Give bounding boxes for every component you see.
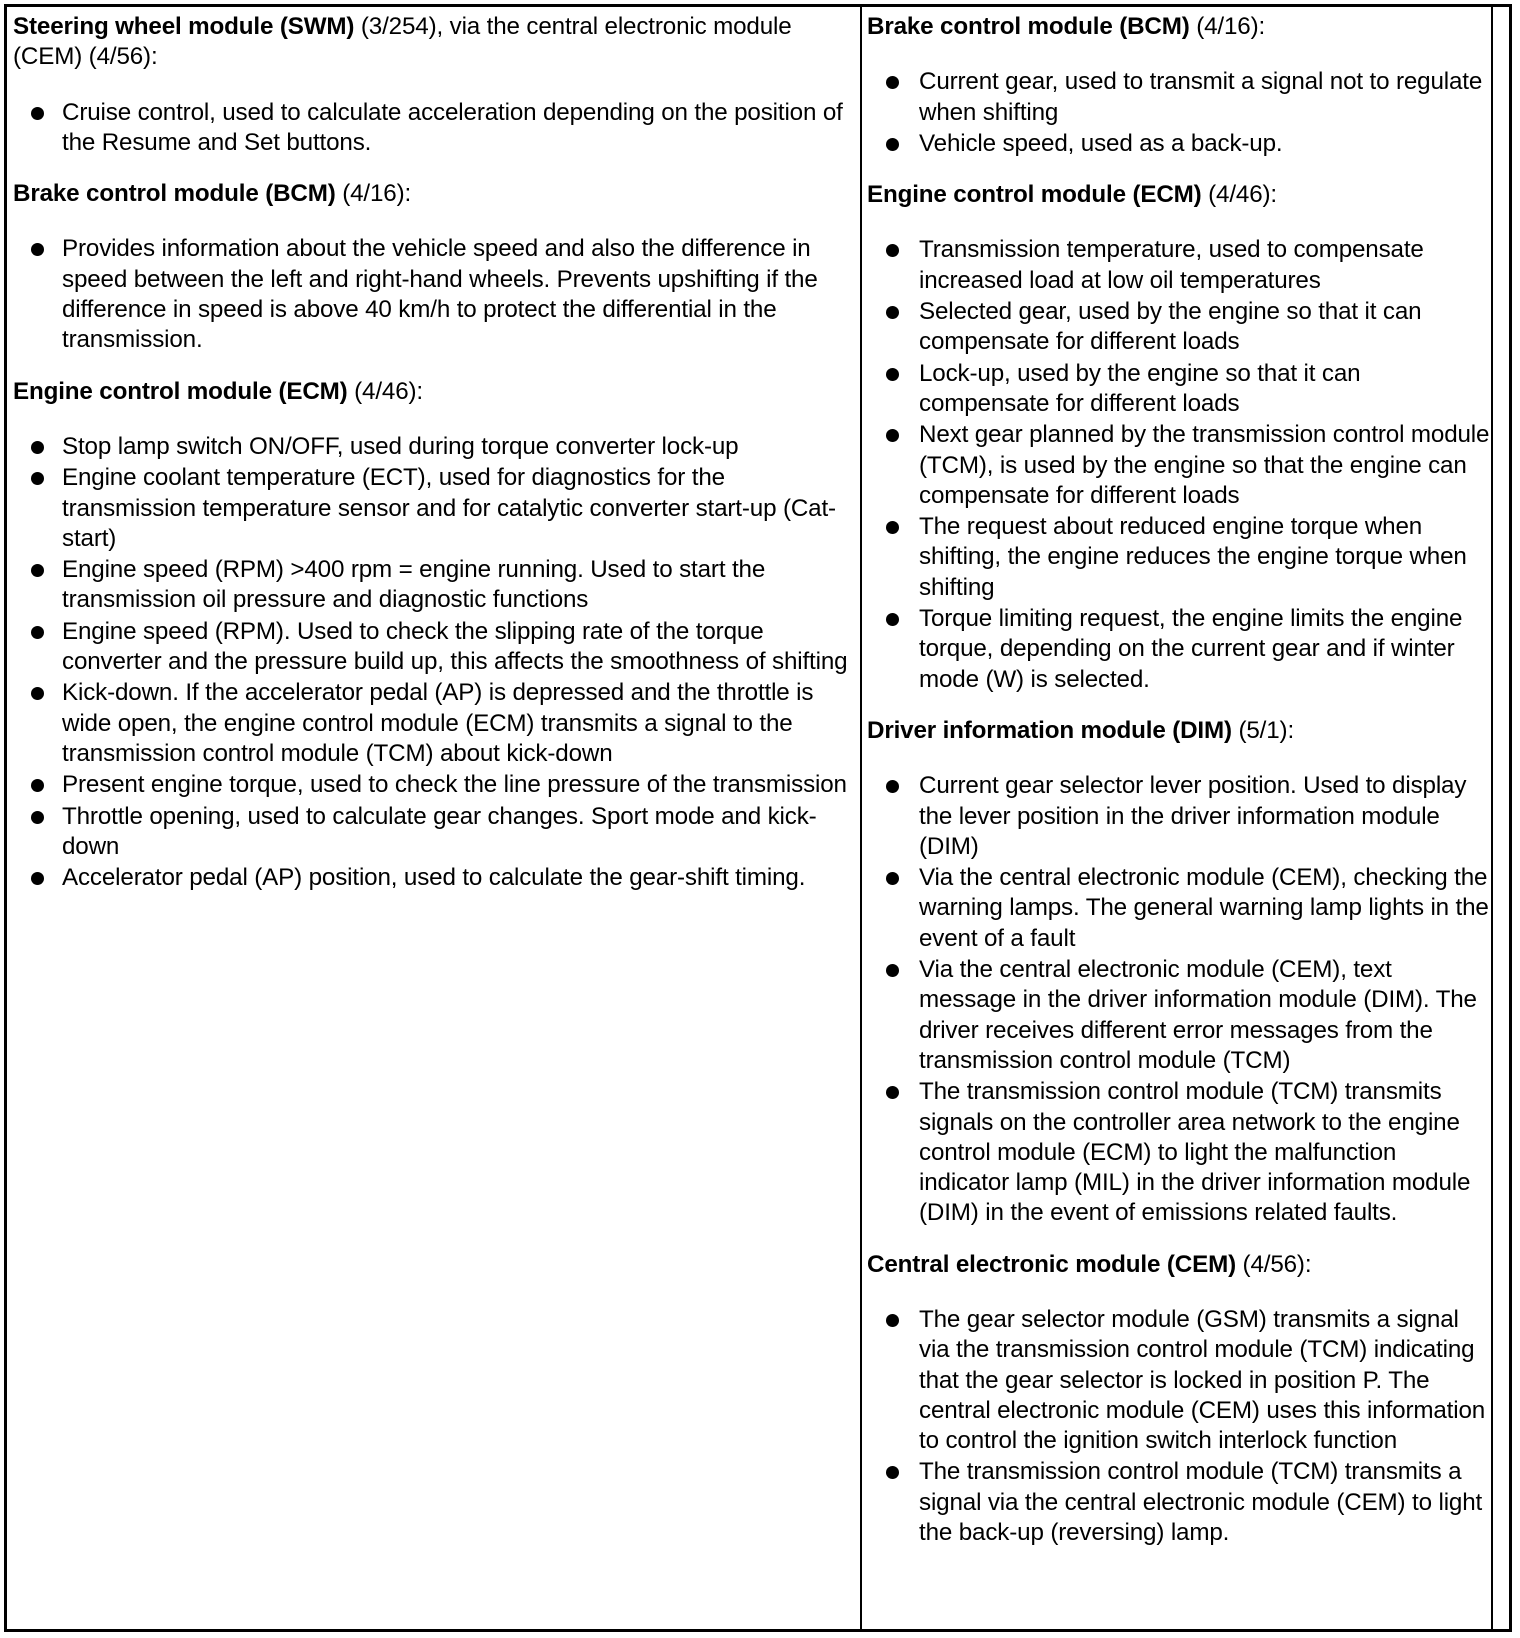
list-item-text: Present engine torque, used to check the line pressure of the transmission (62, 771, 847, 799)
list-item (864, 771, 1490, 862)
bullet-icon (886, 306, 899, 319)
section-heading (864, 716, 1490, 746)
heading-module-name: Brake control module (BCM) (13, 180, 336, 208)
list-item-text: Next gear planned by the transmission control module (TCM), is used by the engine so that the engine can compensate for different loads (919, 421, 1490, 509)
list-item-text: Torque limiting request, the engine limits the engine torque, depending on the current gear and if winter mode (W) is selected. (919, 605, 1463, 693)
bullet-list (8, 98, 860, 159)
list-item (8, 617, 860, 678)
section-brake-control-module (864, 12, 1490, 159)
heading-module-name: Steering wheel module (SWM) (13, 13, 355, 40)
heading-reference: (4/16): (335, 180, 412, 208)
bullet-icon (31, 687, 44, 700)
list-item-text: Via the central electronic module (CEM), checking the warning lamps. The general warning lamp lights in the event of a fault (919, 864, 1489, 952)
heading-reference: (3/254), via the central electronic module (CEM) (4/56): (13, 13, 792, 71)
bullet-icon (886, 76, 899, 89)
list-item (8, 770, 860, 800)
bullet-icon (886, 1086, 899, 1099)
list-item (864, 359, 1490, 420)
list-item (8, 863, 860, 893)
list-item-text: Engine coolant temperature (ECT), used for diagnostics for the transmission temperature sensor and for catalytic converter start-up (Cat-start) (62, 464, 836, 552)
heading-module-name: Engine control module (ECM) (13, 377, 348, 405)
section-driver-information-module (864, 716, 1490, 1229)
bullet-list (8, 234, 860, 355)
bullet-icon (886, 780, 899, 793)
heading-reference: (4/16): (1189, 13, 1266, 40)
list-item (864, 67, 1490, 128)
heading-reference: (4/46): (1201, 181, 1278, 209)
list-item-text: Cruise control, used to calculate acceleration depending on the position of the Resume and Set buttons. (62, 98, 843, 156)
bullet-list (864, 67, 1490, 159)
heading-module-name: Driver information module (DIM) (867, 716, 1232, 744)
section-heading (864, 12, 1490, 42)
column-divider (860, 4, 862, 1632)
right-column (864, 4, 1490, 1549)
bullet-icon (886, 1314, 899, 1327)
list-item (864, 512, 1490, 603)
list-item-text: Throttle opening, used to calculate gear changes. Sport mode and kick-down (62, 802, 817, 860)
bullet-icon (31, 626, 44, 639)
section-steering-wheel-module (8, 12, 860, 158)
bullet-icon (886, 1466, 899, 1479)
list-item (8, 463, 860, 554)
bullet-icon (31, 872, 44, 885)
list-item-text: Engine speed (RPM). Used to check the slipping rate of the torque converter and the pressure build up, this affects the smoothness of shifting (62, 617, 848, 676)
heading-module-name: Central electronic module (CEM) (867, 1250, 1236, 1278)
column-divider-right-margin (1491, 4, 1493, 1632)
list-item (864, 604, 1490, 695)
list-item-text: Current gear, used to transmit a signal not to regulate when shifting (919, 68, 1483, 126)
bullet-icon (31, 779, 44, 792)
list-item-text: Via the central electronic module (CEM), text message in the driver information module (DIM). The driver receives different error messages from the transmission control module (TCM) (919, 956, 1477, 1074)
left-column (8, 4, 860, 894)
list-item-text: The request about reduced engine torque when shifting, the engine reduces the engine torque when shifting (919, 513, 1467, 601)
bullet-icon (886, 964, 899, 977)
list-item (8, 555, 860, 616)
list-item (8, 98, 860, 159)
bullet-icon (886, 429, 899, 442)
section-central-electronic-module (864, 1250, 1490, 1549)
list-item (864, 420, 1490, 511)
list-item-text: Transmission temperature, used to compensate increased load at low oil temperatures (919, 236, 1424, 294)
list-item (864, 297, 1490, 358)
section-engine-control-module (8, 377, 860, 894)
list-item-text: The transmission control module (TCM) transmits a signal via the central electronic module (CEM) to light the back-up (reversing) lamp. (919, 1458, 1483, 1547)
list-item-text: Provides information about the vehicle speed and also the difference in speed between the left and right-hand wheels. Prevents upshifting if the difference in speed is above 40 km/h to protect the differential in the transmission. (62, 235, 818, 354)
list-item (864, 863, 1490, 954)
list-item (8, 432, 860, 462)
bullet-icon (31, 472, 44, 485)
list-item (864, 955, 1490, 1076)
section-heading (8, 12, 860, 73)
list-item-text: Lock-up, used by the engine so that it can compensate for different loads (919, 359, 1361, 417)
section-heading (8, 179, 860, 209)
list-item (864, 129, 1490, 159)
list-item-text: Vehicle speed, used as a back-up. (919, 129, 1283, 157)
list-item-text: Selected gear, used by the engine so that it can compensate for different loads (919, 298, 1422, 356)
list-item-text: The transmission control module (TCM) transmits signals on the controller area network to the engine control module (ECM) to light the malfunction indicator lamp (MIL) in the driver information module (DIM) in the event of emissions related faults. (919, 1078, 1471, 1227)
list-item (8, 802, 860, 863)
heading-reference: (4/46): (347, 377, 424, 405)
section-heading (864, 1250, 1490, 1280)
list-item (864, 1305, 1490, 1456)
bullet-icon (31, 564, 44, 577)
bullet-icon (31, 107, 44, 120)
list-item-text: Stop lamp switch ON/OFF, used during torque converter lock-up (62, 432, 739, 460)
section-heading (864, 180, 1490, 210)
heading-reference: (4/56): (1235, 1250, 1312, 1278)
bullet-list (864, 771, 1490, 1228)
section-engine-control-module (864, 180, 1490, 695)
list-item (8, 234, 860, 355)
bullet-icon (886, 368, 899, 381)
bullet-icon (886, 138, 899, 151)
bullet-icon (886, 244, 899, 257)
section-heading (8, 377, 860, 407)
list-item (8, 678, 860, 769)
bullet-icon (31, 811, 44, 824)
list-item (864, 1457, 1490, 1548)
bullet-list (864, 235, 1490, 694)
list-item (864, 235, 1490, 296)
heading-module-name: Brake control module (BCM) (867, 13, 1190, 40)
bullet-list (8, 432, 860, 893)
bullet-icon (886, 521, 899, 534)
list-item-text: Kick-down. If the accelerator pedal (AP) is depressed and the throttle is wide open, the engine control module (ECM) transmits a signal to the transmission control module (TCM) about kick-down (62, 679, 814, 767)
section-brake-control-module (8, 179, 860, 355)
list-item-text: Current gear selector lever position. Used to display the lever position in the driver information module (DIM) (919, 772, 1467, 860)
bullet-icon (31, 243, 44, 256)
heading-module-name: Engine control module (ECM) (867, 181, 1202, 209)
bullet-icon (31, 441, 44, 454)
list-item (864, 1077, 1490, 1228)
list-item-text: Accelerator pedal (AP) position, used to calculate the gear-shift timing. (62, 864, 806, 892)
heading-reference: (5/1): (1231, 716, 1295, 744)
bullet-list (864, 1305, 1490, 1548)
bullet-icon (886, 613, 899, 626)
list-item-text: The gear selector module (GSM) transmits a signal via the transmission control module (TCM) indicating that the gear selector is locked in position P. The central electronic module (CEM) uses this information to control the ignition switch interlock function (919, 1305, 1486, 1455)
list-item-text: Engine speed (RPM) >400 rpm = engine running. Used to start the transmission oil pressure and diagnostic functions (62, 556, 766, 614)
bullet-icon (886, 872, 899, 885)
